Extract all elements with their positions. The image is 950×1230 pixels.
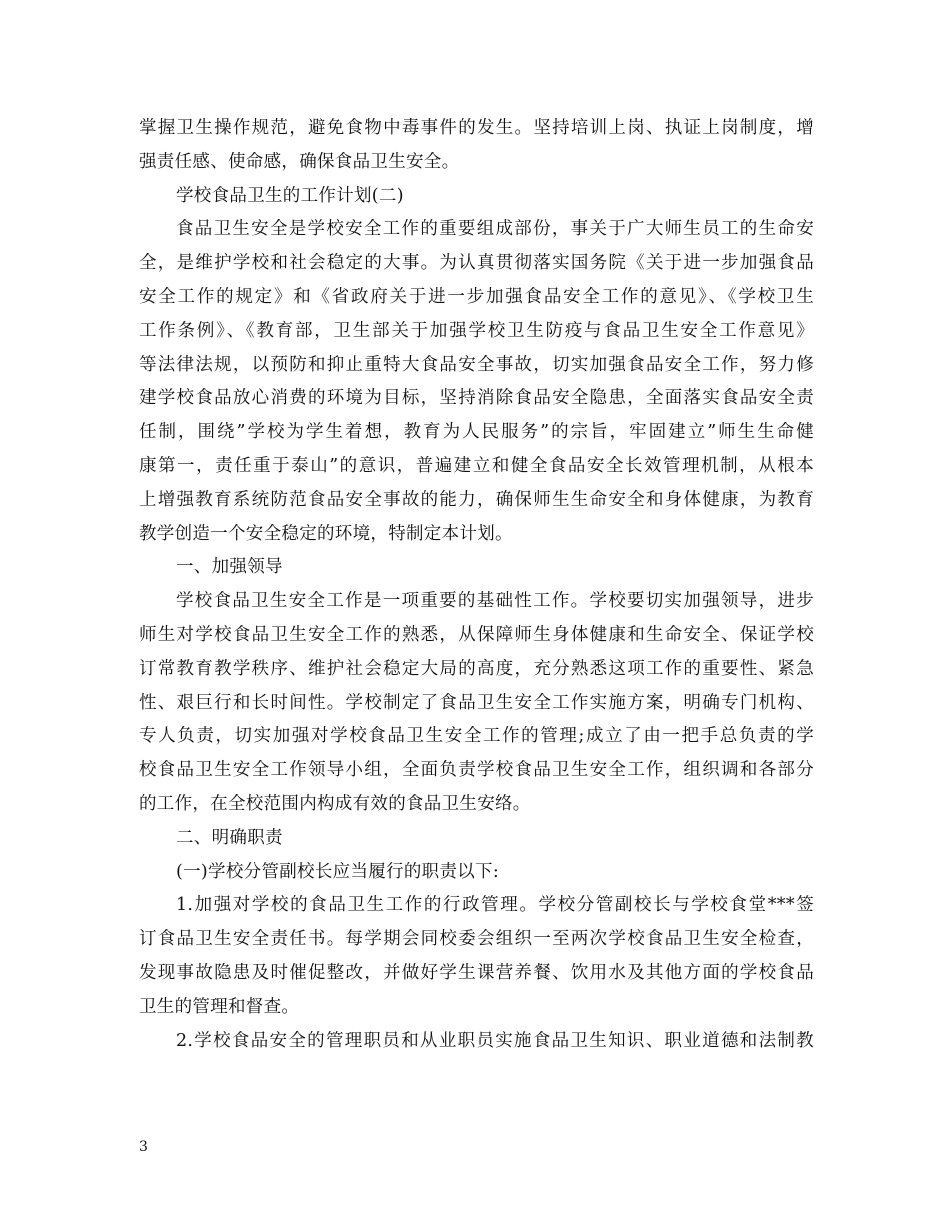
text-line: 掌握卫生操作规范，避免食物中毒事件的发生。坚持培训上岗、执证上岗制度，增 [139, 118, 814, 138]
text-line: 1.加强对学校的食品卫生工作的行政管理。学校分管副校长与学校食堂***签 [176, 895, 814, 916]
text-line: 等法律法规，以预防和抑止重特大食品安全事故，切实加强食品安全工作，努力修 [139, 354, 814, 375]
text-line: 建学校食品放心消费的环境为目标，坚持消除食品安全隐患，全面落实食品安全责 [139, 388, 814, 409]
text-line: 卫生的管理和督查。 [139, 996, 300, 1017]
text-line: 全，是维护学校和社会稳定的大事。为认真贯彻落实国务院《关于进一步加强食品 [139, 253, 814, 274]
text-line: 食品卫生安全是学校安全工作的重要组成部份，事关于广大师生员工的生命安 [176, 219, 814, 240]
page-number: 3 [139, 1139, 148, 1155]
text-line: 二、明确职责 [176, 827, 283, 848]
document-body [139, 112, 814, 1058]
text-line: 学校食品卫生的工作计划(二) [176, 185, 404, 206]
text-line: 康第一，责任重于泰山”的意识，普遍建立和健全食品安全长效管理机制，从根本 [139, 455, 814, 476]
text-line: 的工作，在全校范围内构成有效的食品卫生安络。 [139, 793, 531, 814]
text-line: 上增强教育系统防范食品安全事故的能力，确保师生生命安全和身体健康，为教育 [139, 489, 814, 510]
text-line: 订食品卫生安全责任书。每学期会同校委会组织一至两次学校食品卫生安全检查， [139, 929, 814, 950]
text-line: 校食品卫生安全工作领导小组，全面负责学校食品卫生安全工作，组织调和各部分 [139, 760, 814, 781]
text-line: 强责任感、使命感，确保食品卫生安全。 [139, 151, 460, 172]
text-line: 教学创造一个安全稳定的环境，特制定本计划。 [139, 523, 513, 544]
text-line: (一)学校分管副校长应当履行的职责以下: [176, 861, 500, 882]
text-line: 专人负责，切实加强对学校食品卫生安全工作的管理;成立了由一把手总负责的学 [139, 726, 814, 747]
text-line: 安全工作的规定》和《省政府关于进一步加强食品安全工作的意见》、《学校卫生 [139, 286, 814, 307]
text-line: 学校食品卫生安全工作是一项重要的基础性工作。学校要切实加强领导，进步 [176, 591, 814, 612]
text-line: 发现事故隐患及时催促整改，并做好学生课营养餐、饮用水及其他方面的学校食品 [139, 962, 814, 983]
text-line: 2.学校食品安全的管理职员和从业职员实施食品卫生知识、职业道德和法制教 [176, 1030, 814, 1051]
text-line: 工作条例》、《教育部，卫生部关于加强学校卫生防疫与食品卫生安全工作意见》 [139, 320, 814, 341]
text-line: 订常教育教学秩序、维护社会稳定大局的高度，充分熟悉这项工作的重要性、紧急 [139, 658, 814, 679]
text-line: 任制，围绕”学校为学生着想，教育为人民服务”的宗旨，牢固建立”师生生命健 [139, 422, 814, 443]
text-line: 师生对学校食品卫生安全工作的熟悉，从保障师生身体健康和生命安全、保证学校 [139, 624, 814, 645]
text-line: 性、艰巨行和长时间性。学校制定了食品卫生安全工作实施方案，明确专门机构、 [139, 692, 814, 713]
text-line: 一、加强领导 [176, 557, 283, 578]
